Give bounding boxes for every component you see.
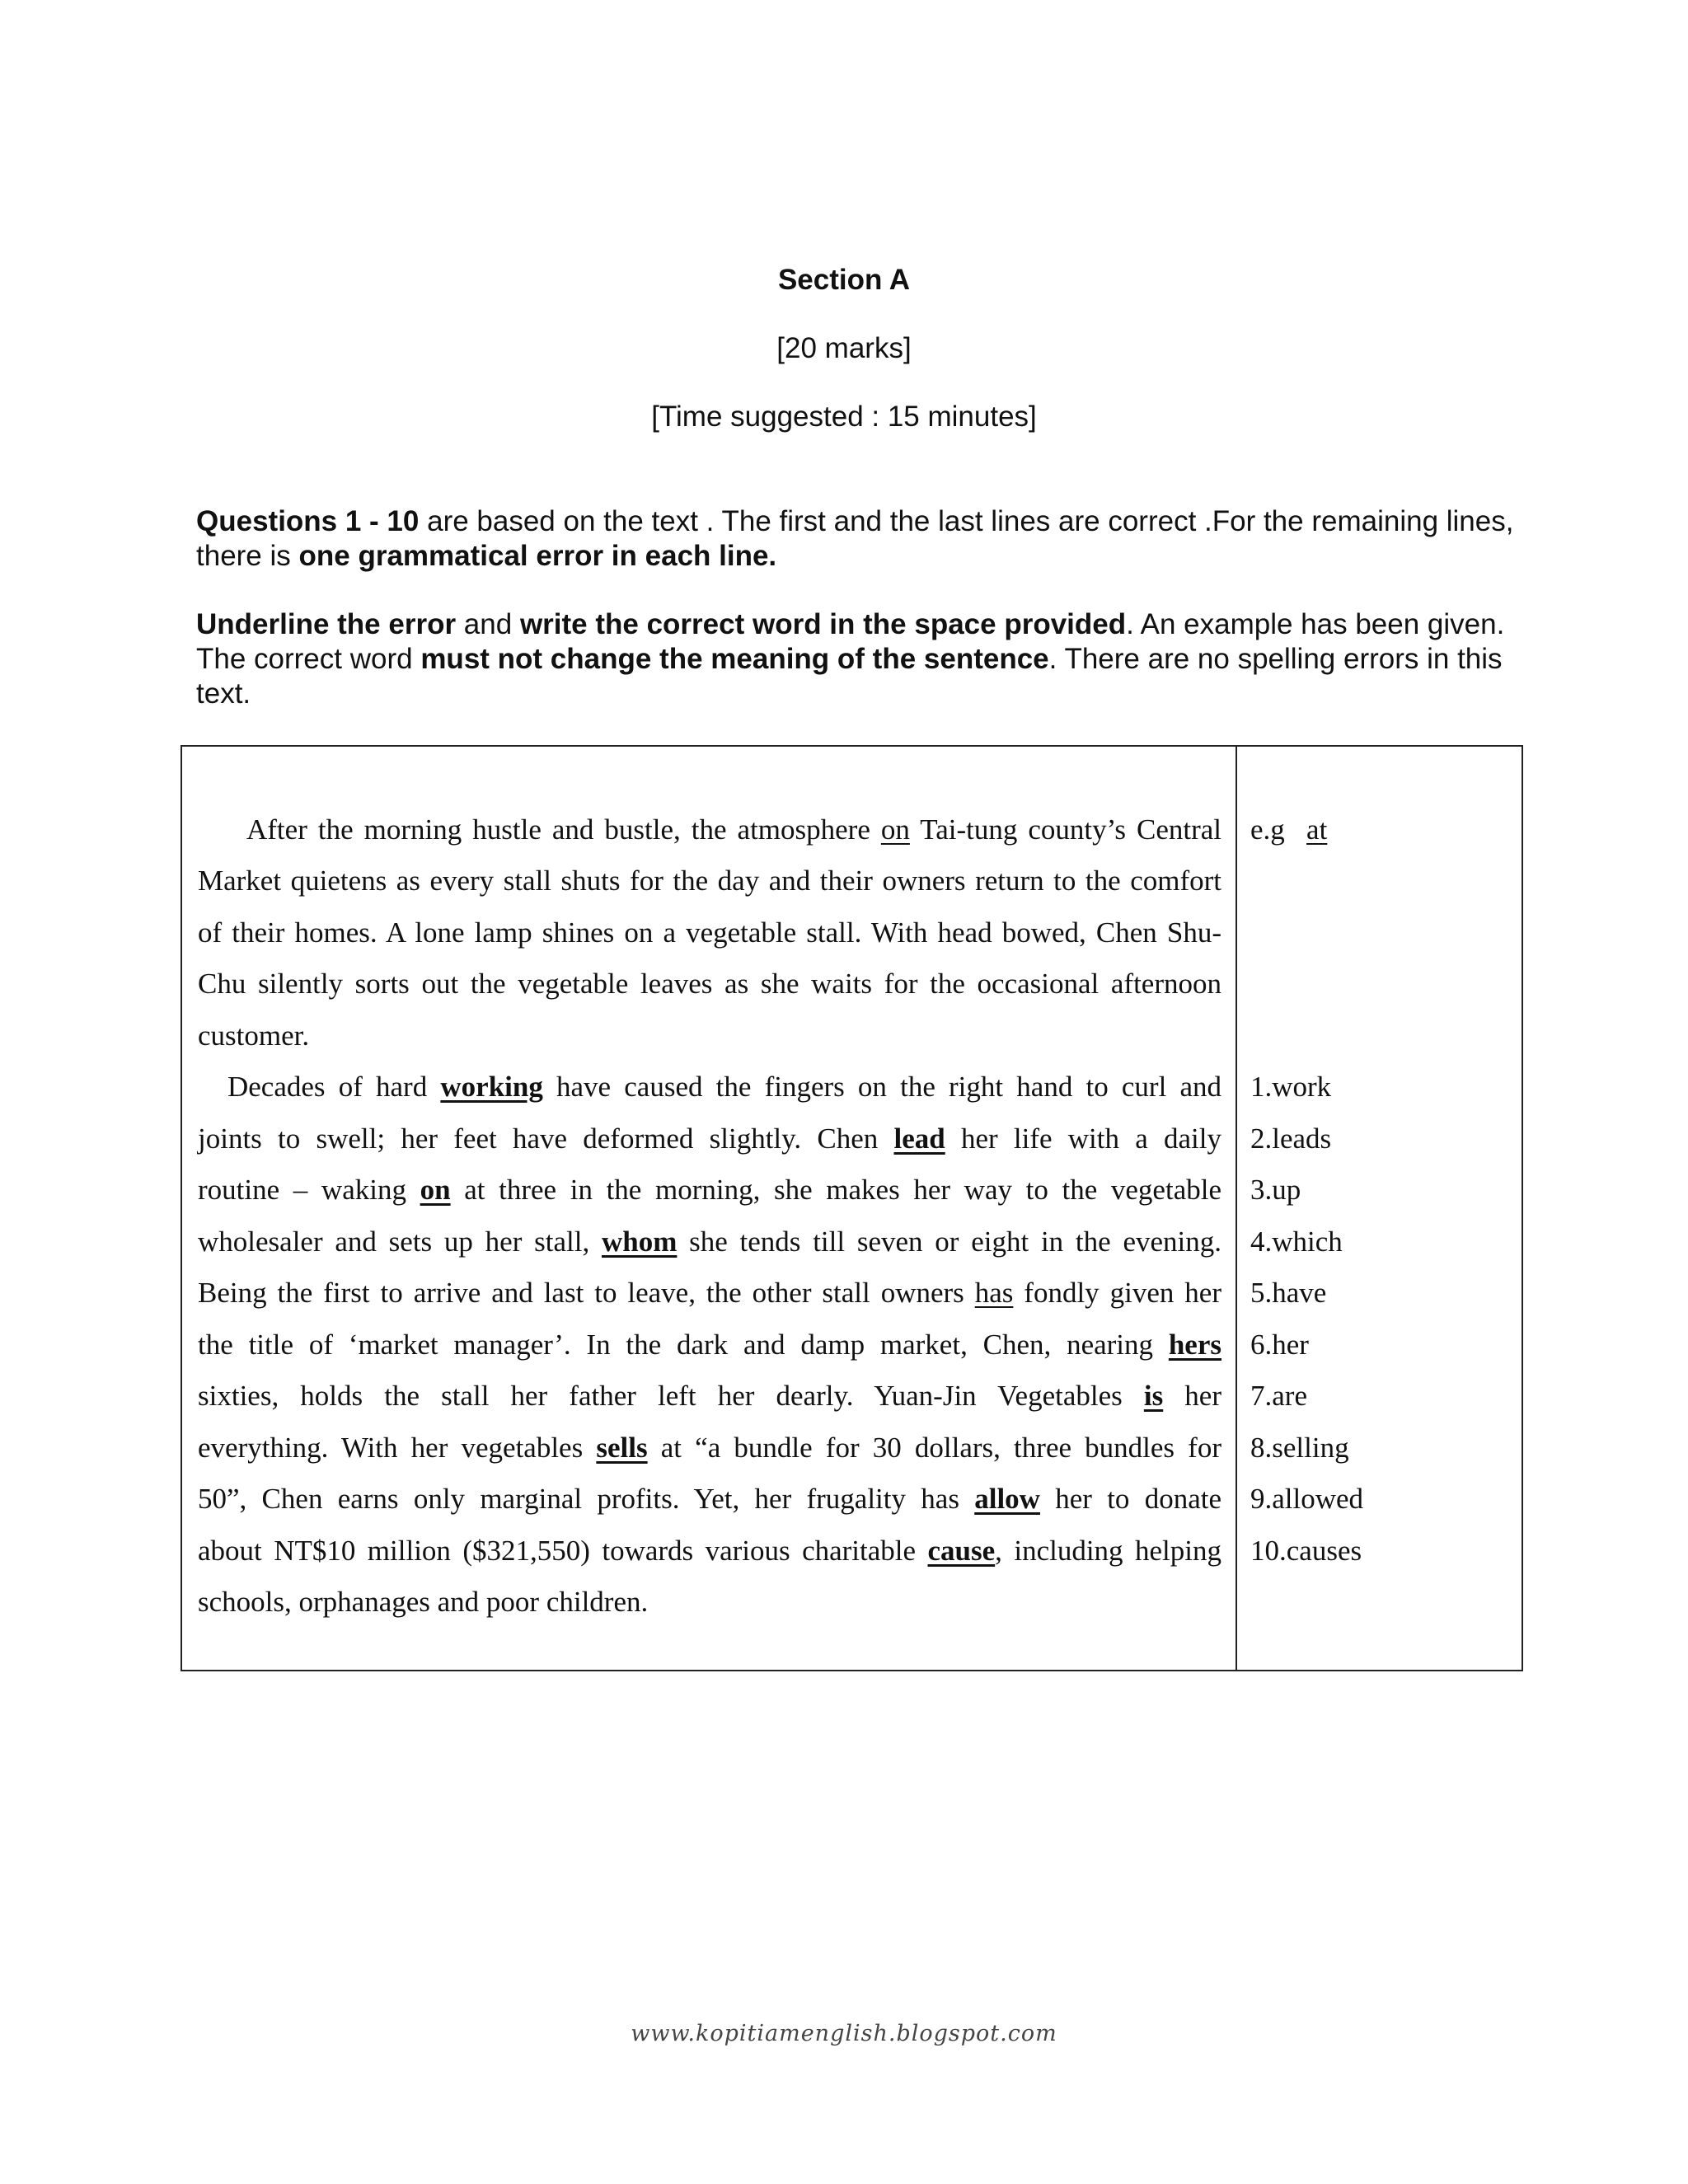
error-word-10: cause <box>927 1535 996 1567</box>
footer-url: www.kopitiamenglish.blogspot.com <box>631 2021 1057 2046</box>
answer-item: 7.are <box>1250 1380 1307 1412</box>
answer-item: 10.causes <box>1250 1535 1362 1567</box>
passage-text: her life with a daily <box>945 1122 1221 1155</box>
example-error-word: on <box>880 813 910 846</box>
passage-text: routine – waking <box>198 1174 420 1206</box>
instruction-text: are based on the text . The first and the last lines are correct .For the remaining lines, there is <box>196 505 1514 572</box>
instruction-paragraph-1 <box>196 504 1515 574</box>
instruction-text: . An example has been given. The correct word <box>196 608 1505 675</box>
instruction-bold: Underline the error <box>196 608 457 640</box>
passage-line <box>198 1474 1221 1525</box>
passage-line <box>198 1216 1221 1268</box>
instruction-bold: must not change the meaning of the sentence <box>420 643 1049 675</box>
passage-text: everything. With her vegetables <box>198 1432 597 1464</box>
passage-text: at three in the morning, she makes her way to the vegetable <box>450 1174 1221 1206</box>
passage-text: about NT$10 million ($321,550) towards various charitable <box>198 1535 928 1567</box>
example-prefix: e.g <box>1250 813 1285 846</box>
answer-item: 1.work <box>1250 1071 1332 1103</box>
passage-text: Being the first to arrive and last to leave, the other stall owners <box>198 1277 975 1309</box>
example-answer-word: at <box>1306 813 1328 846</box>
passage-line <box>198 1113 1221 1165</box>
error-word-5: has <box>974 1277 1014 1309</box>
passage-text: joints to swell; her feet have deformed slightly. Chen <box>198 1122 894 1155</box>
passage-text: 50”, Chen earns only marginal profits. Yet, her frugality has <box>198 1483 975 1515</box>
error-word-8: sells <box>596 1432 648 1464</box>
error-word-3: on <box>420 1174 451 1206</box>
passage-text: , including helping <box>995 1535 1221 1567</box>
passage-text: of their homes. A lone lamp shines on a vegetable stall. With head bowed, Chen Shu- <box>198 916 1221 949</box>
section-title: Section A <box>777 264 911 296</box>
passage-line <box>198 958 1221 1010</box>
example-answer <box>1250 804 1327 855</box>
time-suggested: [Time suggested : 15 minutes] <box>651 401 1037 433</box>
passage-line <box>198 804 1221 855</box>
column-divider <box>1236 747 1237 1670</box>
passage-text: at “a bundle for 30 dollars, three bundles for <box>647 1432 1221 1464</box>
answer-item: 4.which <box>1250 1226 1343 1258</box>
passage-text: Tai-tung county’s Central <box>909 813 1221 846</box>
passage-text: fondly given her <box>1013 1277 1221 1309</box>
error-word-2: lead <box>893 1122 945 1155</box>
passage-text: sixties, holds the stall her father left her dearly. Yuan-Jin Vegetables <box>198 1380 1144 1412</box>
error-word-9: allow <box>974 1483 1040 1515</box>
passage-text: Decades of hard <box>227 1071 441 1103</box>
passage-text: Market quietens as every stall shuts for the day and their owners return to the comfort <box>198 865 1221 897</box>
answer-item: 6.her <box>1250 1329 1309 1361</box>
passage-text: her <box>1163 1380 1221 1412</box>
answer-box <box>181 745 1523 1671</box>
answer-item: 9.allowed <box>1250 1483 1364 1515</box>
answer-item: 3.up <box>1250 1174 1301 1206</box>
passage-text: have caused the fingers on the right hand to curl and <box>542 1071 1222 1103</box>
marks-label: [20 marks] <box>776 332 912 364</box>
passage-text: schools, orphanages and poor children. <box>198 1586 649 1618</box>
error-word-4: whom <box>601 1226 678 1258</box>
passage-line <box>198 1422 1221 1474</box>
passage-line <box>198 907 1221 958</box>
answer-item: 5.have <box>1250 1277 1327 1309</box>
passage-text: wholesaler and sets up her stall, <box>198 1226 602 1258</box>
instruction-bold: Questions 1 - 10 <box>196 505 420 537</box>
passage-text: customer. <box>198 1019 310 1052</box>
passage-text: the title of ‘market manager’. In the dark and damp market, Chen, nearing <box>198 1329 1169 1361</box>
passage-line <box>198 1319 1221 1371</box>
answer-item: 8.selling <box>1250 1432 1349 1464</box>
passage-line <box>198 1577 1221 1628</box>
passage-line <box>198 855 1221 907</box>
passage-text: Chu silently sorts out the vegetable leaves as she waits for the occasional afternoon <box>198 968 1221 1000</box>
instruction-paragraph-2 <box>196 607 1515 711</box>
instruction-bold: one grammatical error in each line. <box>298 540 777 572</box>
passage-line <box>198 1010 1221 1062</box>
passage-line <box>198 1526 1221 1577</box>
instruction-text: and <box>456 608 520 640</box>
instruction-bold: write the correct word in the space provided <box>519 608 1127 640</box>
passage-text: her to donate <box>1039 1483 1221 1515</box>
answer-item: 2.leads <box>1250 1122 1332 1155</box>
passage-line <box>198 1371 1221 1422</box>
passage-line <box>198 1062 1221 1113</box>
passage-line <box>198 1165 1221 1216</box>
error-word-7: is <box>1143 1380 1164 1412</box>
passage-line <box>198 1268 1221 1319</box>
error-word-6: hers <box>1168 1329 1221 1361</box>
error-word-1: working <box>440 1071 543 1103</box>
passage-text: After the morning hustle and bustle, the atmosphere <box>246 813 881 846</box>
passage-text: she tends till seven or eight in the evening. <box>677 1226 1221 1258</box>
instruction-text: . There are no spelling errors in this text. <box>196 643 1503 710</box>
